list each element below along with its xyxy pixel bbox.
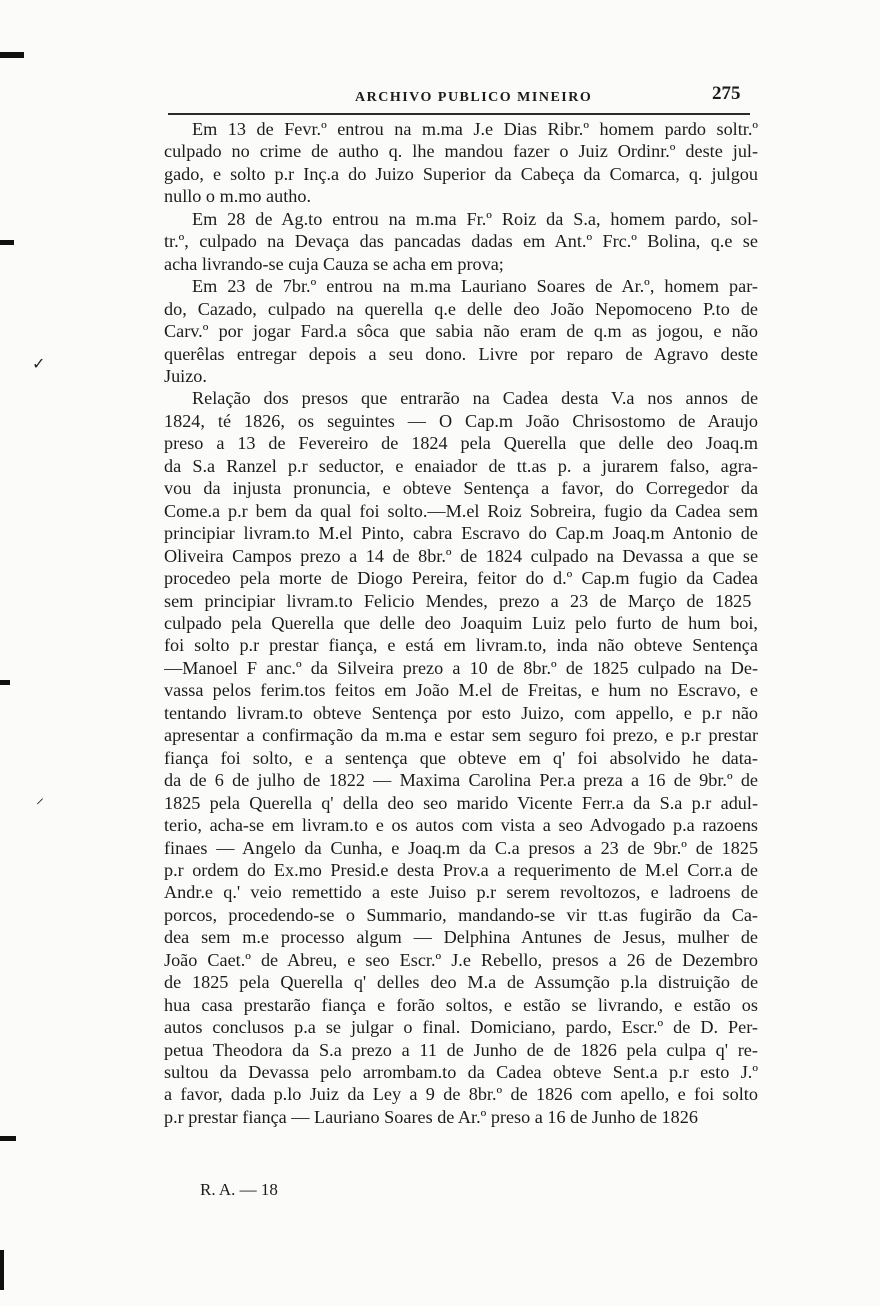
text-line: apresentar a confirmação da m.ma e estar sem seguro foi prezo, e p.r prestar bbox=[164, 725, 758, 746]
stray-ink-mark: ✓ bbox=[32, 356, 46, 373]
binding-mark bbox=[0, 52, 24, 58]
text-line: sultou da Devassa pelo arrombam.to da Cadea obteve Sent.a p.r esto J.º bbox=[164, 1062, 758, 1083]
text-line: 1824, té 1826, os seguintes — O Cap.m João Chrisostomo de Araujo bbox=[164, 410, 758, 431]
text-line: Em 28 de Ag.to entrou na m.ma Fr.º Roiz da S.a, homem pardo, sol- bbox=[192, 208, 758, 229]
text-line: vou da injusta pronuncia, e obteve Sentença a favor, do Corregedor da bbox=[164, 478, 758, 499]
text-line: dea sem m.e processo algum — Delphina Antunes de Jesus, mulher de bbox=[164, 927, 758, 948]
text-line: João Caet.º de Abreu, e seo Escr.º J.e Rebello, presos a 26 de Dezembro bbox=[164, 949, 758, 970]
text-line: petua Theodora da S.a prezo a 11 de Junho de de 1826 pela culpa q' re- bbox=[164, 1039, 758, 1060]
text-line: Oliveira Campos prezo a 14 de 8br.º de 1824 culpado na Devassa a que se bbox=[164, 545, 758, 566]
text-line: porcos, procedendo-se o Summario, mandando-se vir tt.as fugirão da Ca- bbox=[164, 904, 758, 925]
text-line: Relação dos presos que entrarão na Cadea desta V.a nos annos de bbox=[192, 388, 758, 409]
text-line: —Manoel F anc.º da Silveira prezo a 10 de 8br.º de 1825 culpado na De- bbox=[164, 657, 758, 678]
text-line: culpado no crime de autho q. lhe mandou fazer o Juiz Ordinr.º deste jul- bbox=[164, 141, 758, 162]
header-rule bbox=[168, 113, 750, 115]
text-line: tentando livram.to obteve Sentença por esto Juizo, com appello, e p.r não bbox=[164, 702, 758, 723]
text-line: principiar livram.to M.el Pinto, cabra Escravo do Cap.m Joaq.m Antonio de bbox=[164, 523, 758, 544]
running-header: ARCHIVO PUBLICO MINEIRO bbox=[355, 90, 593, 105]
text-line: foi solto p.r prestar fiança, e está em livram.to, inda não obteve Sentença bbox=[164, 635, 758, 656]
binding-mark bbox=[0, 240, 14, 245]
stray-ink-mark: ⸝ bbox=[36, 790, 45, 807]
text-line: Carv.º por jogar Fard.a sôca que sabia não eram de q.m as jogou, e não bbox=[164, 321, 758, 342]
text-line: finaes — Angelo da Cunha, e Joaq.m da C.a presos a 23 de 9br.º de 1825 bbox=[164, 837, 758, 858]
text-line: a favor, dada p.lo Juiz da Ley a 9 de 8br.º de 1826 com apello, e foi solto bbox=[164, 1084, 758, 1105]
text-line: procedeo pela morte de Diogo Pereira, feitor do d.º Cap.m fugio da Cadea bbox=[164, 568, 758, 589]
text-line: sem principiar livram.to Felicio Mendes, prezo a 23 de Março de 1825 bbox=[164, 590, 752, 611]
text-line: tr.º, culpado na Devaça das pancadas dadas em Ant.º Frc.º Bolina, q.e se bbox=[164, 231, 758, 252]
text-line: terio, acha-se em livram.to e os autos com vista a seo Advogado p.a razoens bbox=[164, 815, 758, 836]
signature-mark: R. A. — 18 bbox=[200, 1180, 278, 1199]
text-line: p.r ordem do Ex.mo Presid.e desta Prov.a a requerimento de M.el Corr.a de bbox=[164, 859, 758, 880]
text-line: querêlas entregar depois a seu dono. Livre por reparo de Agravo deste bbox=[164, 343, 758, 364]
text-line: gado, e solto p.r Inç.a do Juizo Superior da Cabeça da Comarca, q. julgou bbox=[164, 163, 758, 184]
text-line: Juizo. bbox=[164, 365, 207, 386]
text-line: Come.a p.r bem da qual foi solto.—M.el Roiz Sobreira, fugio da Cadea sem bbox=[164, 500, 758, 521]
text-line: fiança foi solto, e a sentença que obteve em q' foi absolvido he data- bbox=[164, 747, 758, 768]
text-line: preso a 13 de Fevereiro de 1824 pela Querella que delle deo Joaq.m bbox=[164, 433, 758, 454]
text-line: Em 23 de 7br.º entrou na m.ma Lauriano Soares de Ar.º, homem par- bbox=[192, 276, 758, 297]
text-line: Em 13 de Fevr.º entrou na m.ma J.e Dias Ribr.º homem pardo soltr.º bbox=[192, 119, 758, 139]
text-line: da S.a Ranzel p.r seductor, e enaiador de tt.as p. a jurarem falso, agra- bbox=[164, 455, 758, 476]
text-line: autos conclusos p.a se julgar o final. Domiciano, pardo, Escr.º de D. Per- bbox=[164, 1017, 758, 1038]
text-line: acha livrando-se cuja Cauza se acha em prova; bbox=[164, 253, 504, 274]
text-line: de 1825 pela Querella q' delles deo M.a de Assumção p.la distruição de bbox=[164, 972, 758, 993]
text-line: p.r prestar fiança — Lauriano Soares de Ar.º preso a 16 de Junho de 1826 bbox=[164, 1106, 698, 1127]
text-line: Andr.e q.' veio remettido a este Juiso p.r serem revoltozos, e ladroens de bbox=[164, 882, 758, 903]
text-line: do, Cazado, culpado na querella q.e delle deo João Nepomoceno P.to de bbox=[164, 298, 758, 319]
text-line: hua casa prestarão fiança e forão soltos, e estão se livrando, e estão os bbox=[164, 994, 758, 1015]
page-number: 275 bbox=[712, 83, 741, 104]
body-text bbox=[164, 118, 758, 1128]
binding-mark bbox=[0, 680, 10, 685]
text-line: 1825 pela Querella q' della deo seo marido Vicente Ferr.a da S.a p.r adul- bbox=[164, 792, 758, 813]
text-line: da de 6 de julho de 1822 — Maxima Carolina Per.a preza a 16 de 9br.º de bbox=[164, 770, 758, 791]
binding-mark bbox=[0, 1136, 16, 1141]
text-line: culpado pela Querella que delle deo Joaquim Luiz pelo furto de hum boi, bbox=[164, 612, 758, 633]
binding-mark bbox=[0, 1250, 4, 1290]
text-line: nullo o m.mo autho. bbox=[164, 186, 312, 207]
text-line: vassa pelos ferim.tos feitos em João M.el de Freitas, e hum no Escravo, e bbox=[164, 680, 758, 701]
